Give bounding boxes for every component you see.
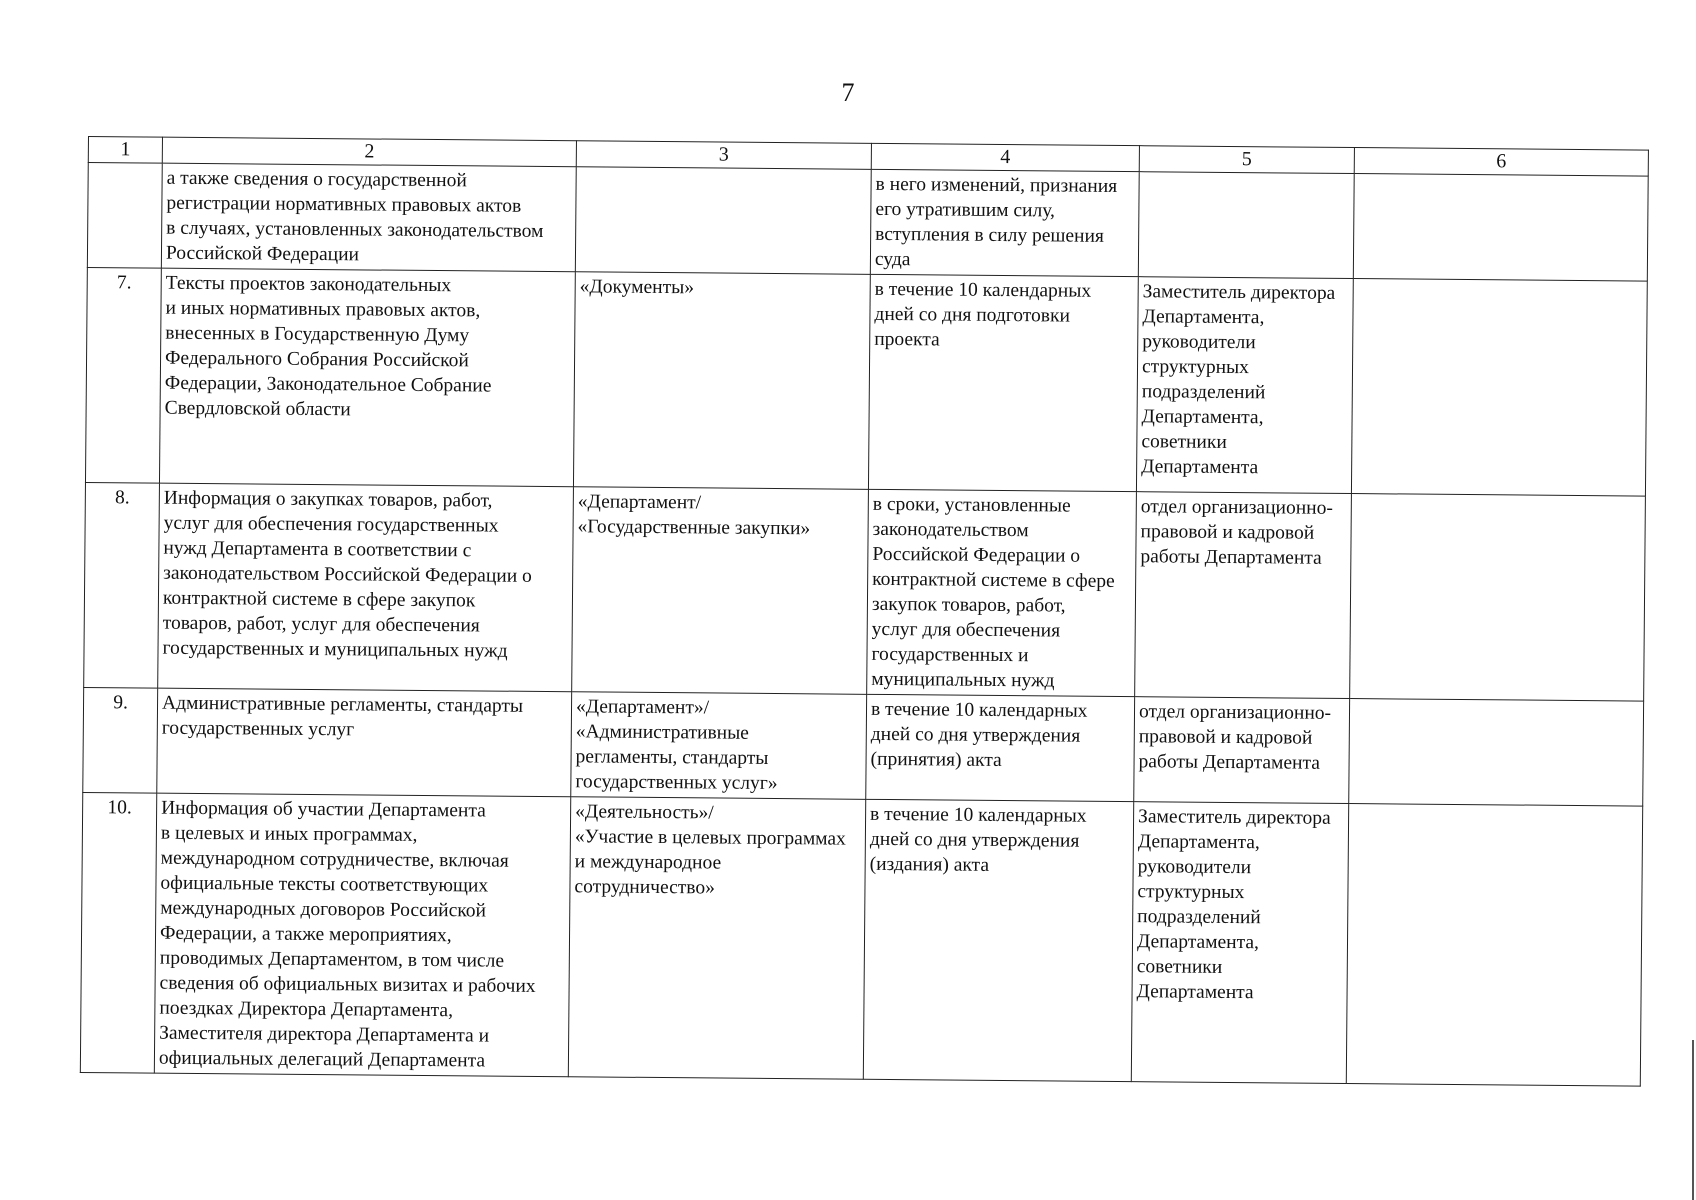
info-cell: Административные регламенты, стандарты государственных услуг <box>157 688 572 797</box>
section-cell: «Деятельность»/ «Участие в целевых программах и международное сотрудничество» <box>568 797 865 1080</box>
column-header-4: 4 <box>871 143 1139 171</box>
document-table <box>80 136 1649 1087</box>
note-cell <box>1349 699 1644 807</box>
row-number: 8. <box>84 482 160 688</box>
column-header-2: 2 <box>162 137 576 167</box>
table-row <box>85 267 1647 496</box>
deadline-cell: в течение 10 календарных дней со дня подготовки проекта <box>868 274 1138 491</box>
info-cell: Тексты проектов законодательных и иных нормативных правовых актов, внесенных в Государственную Думу Федерального Собрания Российской Федерации, Законодательное Собрание Свердловской области <box>159 268 575 487</box>
table-row <box>80 792 1642 1086</box>
section-cell <box>575 167 871 275</box>
note-cell <box>1346 804 1642 1087</box>
table-row-continuation <box>87 163 1648 282</box>
info-cell: а также сведения о государственной регистрации нормативных правовых актов в случаях, установленных законодательством Российской Федерации <box>161 163 576 272</box>
responsible-cell: Заместитель директора Департамента, руководители структурных подразделений Департамента, советники Департамента <box>1136 277 1353 494</box>
responsible-cell: отдел организационно- правовой и кадровой работы Департамента <box>1134 697 1350 804</box>
responsible-cell <box>1138 172 1354 279</box>
note-cell <box>1351 279 1647 497</box>
column-header-1: 1 <box>88 137 162 164</box>
deadline-cell: в сроки, установленные законодательством Российской Федерации о контрактной системе в сфере закупок товаров, работ, услуг для обеспечения государственных и муниципальных нужд <box>867 489 1137 696</box>
deadline-cell: в течение 10 календарных дней со дня утверждения (издания) акта <box>863 799 1133 1081</box>
info-cell: Информация об участии Департамента в целевых и иных программах, международном сотрудничестве, включая официальные тексты соответствующих международных договоров Российской Федерации, а также мероприятиях, проводимых Департаментом, в том числе сведения об официальных визитах и рабочих поездках Директора Департамента, Заместителя директора Департамента и официальных делегаций Департамента <box>154 793 570 1077</box>
row-number <box>87 163 162 269</box>
responsible-cell: Заместитель директора Департамента, руководители структурных подразделений Департамента, советники Департамента <box>1131 802 1348 1084</box>
row-number: 10. <box>80 792 156 1073</box>
column-header-3: 3 <box>576 141 871 170</box>
note-cell <box>1350 494 1646 702</box>
scan-edge-line <box>1692 1040 1694 1200</box>
section-cell: «Документы» <box>573 272 870 490</box>
table-row <box>83 687 1644 806</box>
deadline-cell: в него изменений, признания его утратившим силу, вступления в силу решения суда <box>870 169 1139 276</box>
page-number: 7 <box>841 78 855 107</box>
column-header-6: 6 <box>1354 148 1648 177</box>
responsible-cell: отдел организационно- правовой и кадровой работы Департамента <box>1135 492 1352 699</box>
row-number: 7. <box>85 267 161 483</box>
column-header-5: 5 <box>1139 146 1354 174</box>
section-cell: «Департамент/ «Государственные закупки» <box>572 487 869 695</box>
row-number: 9. <box>83 687 158 793</box>
deadline-cell: в течение 10 календарных дней со дня утверждения (принятия) акта <box>866 694 1135 801</box>
note-cell <box>1353 174 1648 282</box>
document-scan <box>80 136 1649 1087</box>
info-cell: Информация о закупках товаров, работ, услуг для обеспечения государственных нужд Департамента в соответствии с законодательством Российской Федерации о контрактной системе в сфере закупок товаров, работ, услуг для обеспечения государственных и муниципальных нужд <box>158 483 574 692</box>
section-cell: «Департамент»/ «Административные регламенты, стандарты государственных услуг» <box>571 692 867 800</box>
table-row <box>84 482 1646 701</box>
